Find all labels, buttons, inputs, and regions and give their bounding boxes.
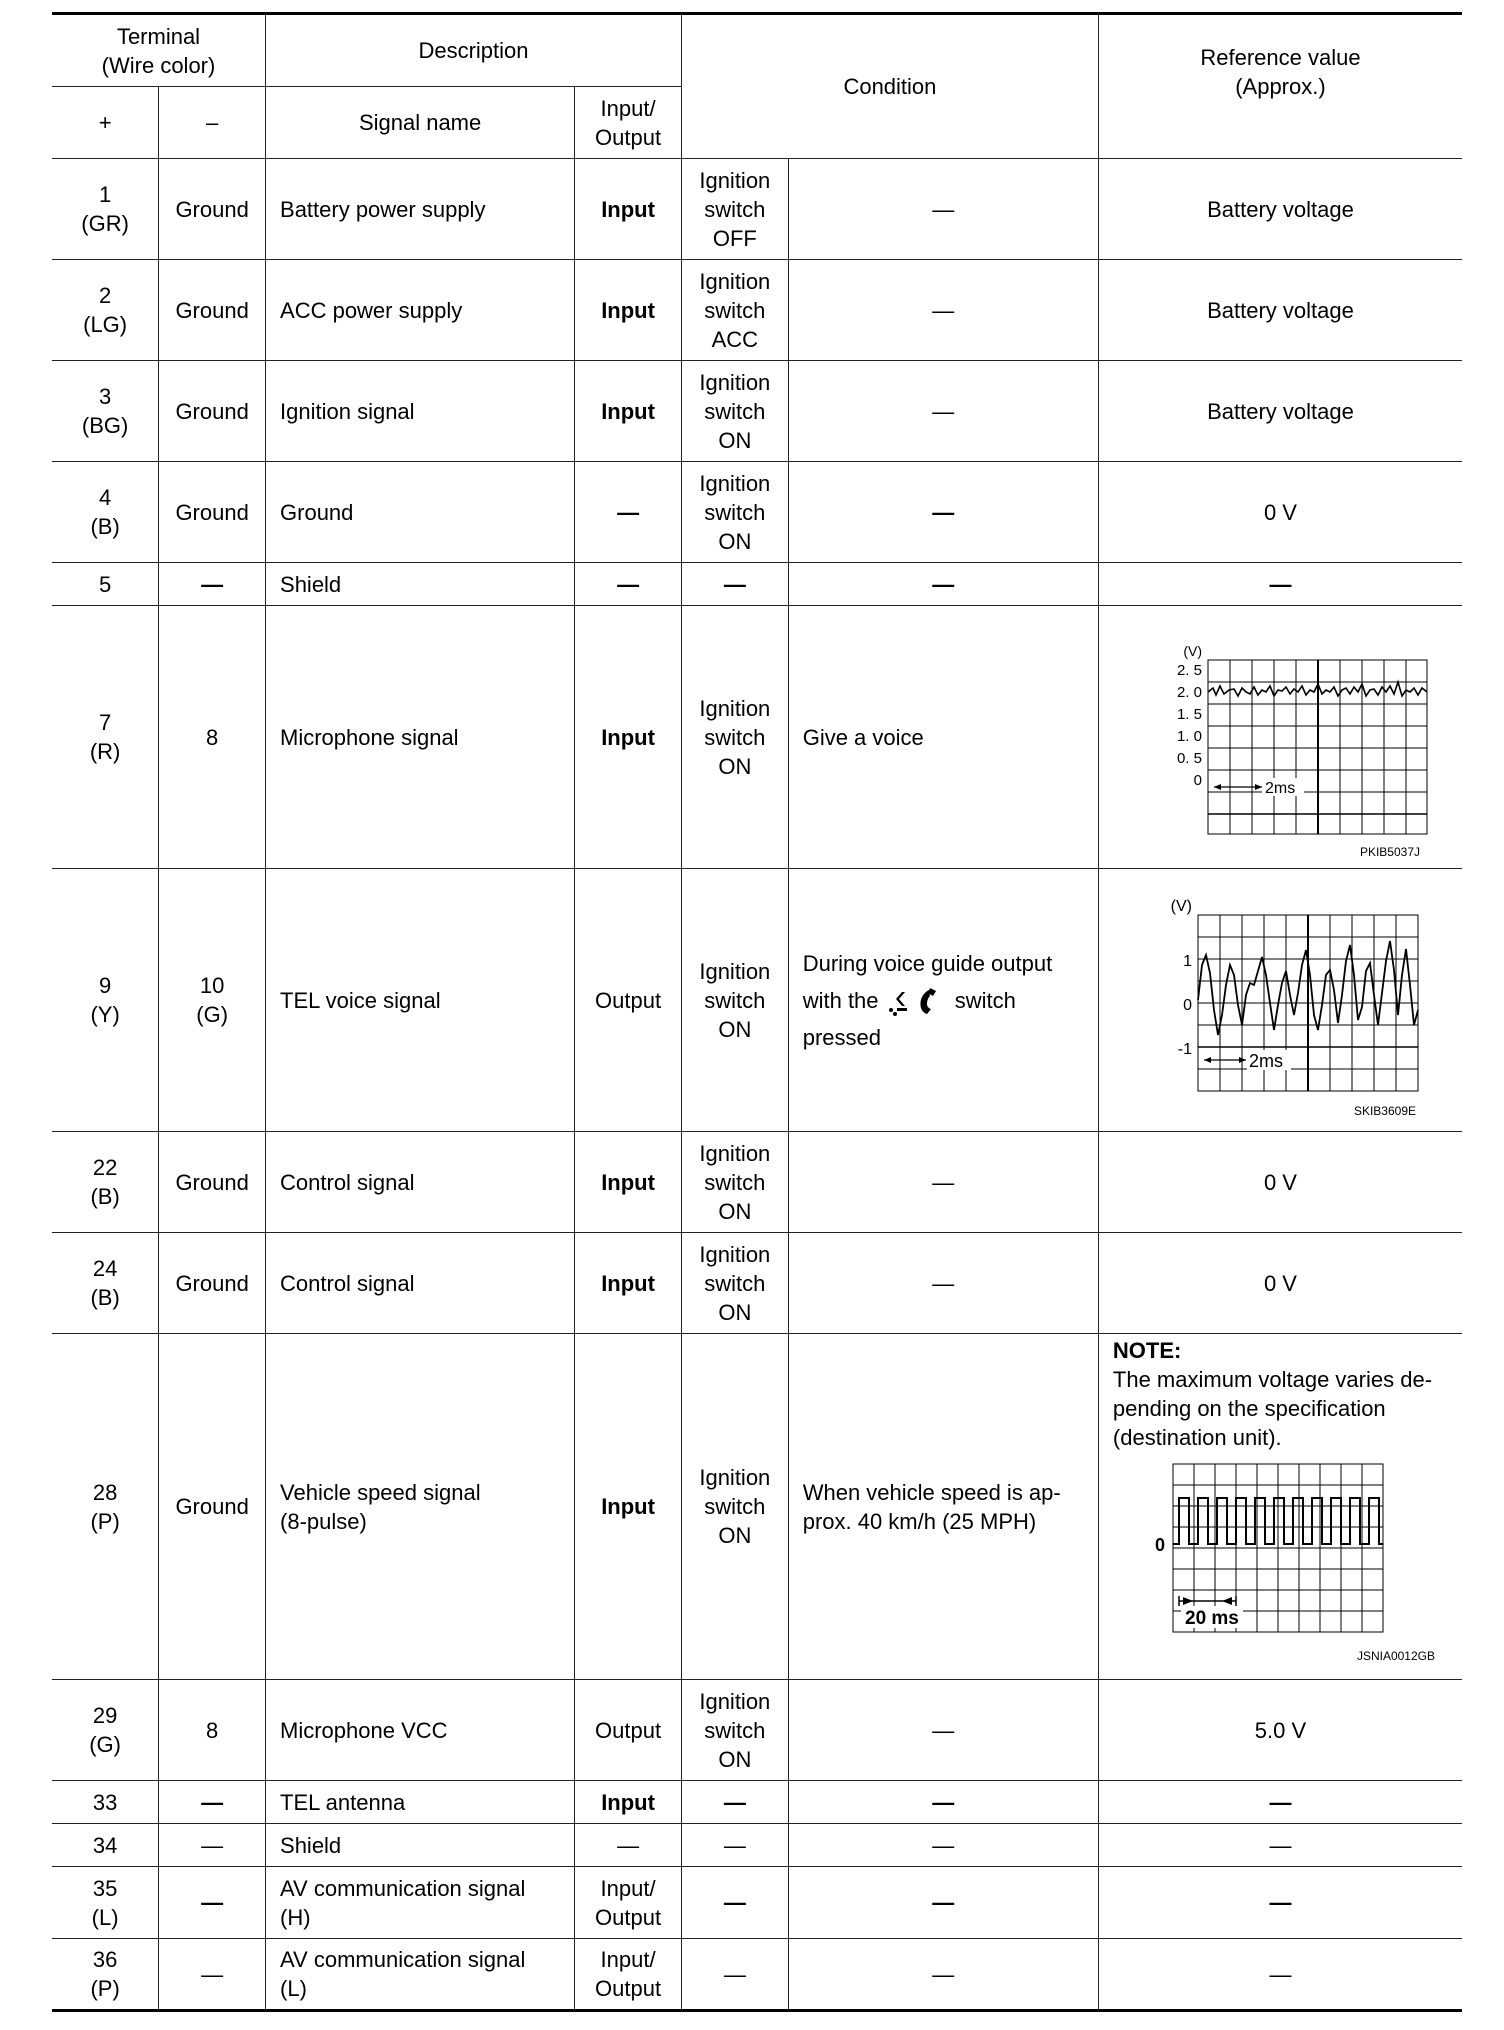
condition-switch: — (681, 563, 788, 606)
terminal-plus: 35 (L) (52, 1867, 159, 1939)
y-tick-label: 1. 0 (1177, 728, 1203, 745)
condition-detail: During voice guide output with the switch pressed (788, 869, 1098, 1132)
io-cell: Input (575, 1233, 682, 1334)
io-cell: Input (575, 606, 682, 869)
condition-switch: Ignition switch OFF (681, 159, 788, 260)
signal-name: Vehicle speed signal (8-pulse) (266, 1334, 575, 1680)
header-description: Description (266, 14, 682, 87)
terminal-plus: 34 (52, 1824, 159, 1867)
reference-value: 0 V (1098, 462, 1462, 563)
reference-value: — (1098, 563, 1462, 606)
signal-name: ACC power supply (266, 260, 575, 361)
condition-detail: — (788, 361, 1098, 462)
condition-detail: — (788, 1132, 1098, 1233)
terminal-minus: Ground (159, 260, 266, 361)
condition-switch: Ignition switch ON (681, 361, 788, 462)
table-row (52, 563, 1462, 606)
signal-name: Ground (266, 462, 575, 563)
condition-detail: — (788, 1233, 1098, 1334)
tel-voice-waveform-chart (1130, 875, 1430, 1125)
voice-phone-switch-icon (885, 986, 949, 1018)
terminal-plus: 5 (52, 563, 159, 606)
table-row (52, 361, 1462, 462)
condition-detail: — (788, 1939, 1098, 2011)
io-cell: — (575, 563, 682, 606)
table-row (52, 462, 1462, 563)
reference-value: 0 V (1098, 1132, 1462, 1233)
time-scale-label: 2ms (1249, 1051, 1284, 1071)
io-cell: — (575, 1824, 682, 1867)
vehicle-speed-pulse-chart (1113, 1456, 1443, 1666)
figure-code: JSNIA0012GB (1356, 1649, 1435, 1663)
table-row (52, 1132, 1462, 1233)
figure-code: PKIB5037J (1360, 845, 1421, 859)
time-scale-label: 20 ms (1184, 1608, 1239, 1629)
reference-value: — (1098, 1939, 1462, 2011)
terminal-minus: — (159, 1939, 266, 2011)
y-tick-label: 2. 0 (1177, 684, 1203, 701)
condition-detail: When vehicle speed is ap- prox. 40 km/h (25 MPH) (788, 1334, 1098, 1680)
table-row (52, 606, 1462, 869)
terminal-minus: — (159, 1867, 266, 1939)
condition-switch: Ignition switch ON (681, 869, 788, 1132)
io-cell: Output (575, 1680, 682, 1781)
condition-detail: — (788, 462, 1098, 563)
io-cell: Input (575, 159, 682, 260)
table-row (52, 1233, 1462, 1334)
io-cell: Output (575, 869, 682, 1132)
signal-name: Control signal (266, 1233, 575, 1334)
signal-name: AV communication signal (H) (266, 1867, 575, 1939)
table-row (52, 1939, 1462, 2011)
table-row (52, 1867, 1462, 1939)
signal-name: Microphone signal (266, 606, 575, 869)
condition-switch: Ignition switch ON (681, 1132, 788, 1233)
condition-switch: — (681, 1781, 788, 1824)
header-plus: + (52, 87, 159, 159)
terminal-plus: 2 (LG) (52, 260, 159, 361)
terminal-minus: 8 (159, 1680, 266, 1781)
terminal-minus: Ground (159, 159, 266, 260)
condition-switch: Ignition switch ACC (681, 260, 788, 361)
time-scale-label: 2ms (1265, 780, 1296, 797)
y-tick-label: 0. 5 (1177, 750, 1203, 767)
header-reference: Reference value (Approx.) (1098, 14, 1462, 159)
signal-name: Microphone VCC (266, 1680, 575, 1781)
y-tick-label: 0 (1183, 997, 1193, 1014)
header-minus: – (159, 87, 266, 159)
header-signal-name: Signal name (266, 87, 575, 159)
io-cell: — (575, 462, 682, 563)
signal-name: AV communication signal (L) (266, 1939, 575, 2011)
condition-switch: Ignition switch ON (681, 1233, 788, 1334)
io-cell: Input (575, 361, 682, 462)
terminal-plus: 24 (B) (52, 1233, 159, 1334)
signal-name: Shield (266, 1824, 575, 1867)
condition-switch: — (681, 1939, 788, 2011)
terminal-minus: Ground (159, 462, 266, 563)
reference-value: — (1098, 1781, 1462, 1824)
terminal-plus: 28 (P) (52, 1334, 159, 1680)
reference-value: Battery voltage (1098, 361, 1462, 462)
table-row (52, 1680, 1462, 1781)
note-text: The maximum voltage varies de- pending on the specification (destination unit). (1112, 1367, 1433, 1450)
reference-value: Battery voltage (1098, 159, 1462, 260)
y-tick-label: 1. 5 (1177, 706, 1203, 723)
reference-waveform (1098, 869, 1462, 1132)
terminal-minus: Ground (159, 361, 266, 462)
reference-value: 5.0 V (1098, 1680, 1462, 1781)
condition-detail: — (788, 563, 1098, 606)
io-cell: Input/ Output (575, 1939, 682, 2011)
reference-value: — (1098, 1824, 1462, 1867)
condition-detail: — (788, 1781, 1098, 1824)
condition-switch: Ignition switch ON (681, 1334, 788, 1680)
condition-detail: — (788, 260, 1098, 361)
terminal-plus: 9 (Y) (52, 869, 159, 1132)
table-row (52, 1824, 1462, 1867)
condition-detail: — (788, 159, 1098, 260)
terminal-plus: 1 (GR) (52, 159, 159, 260)
condition-detail: — (788, 1680, 1098, 1781)
terminal-plus: 7 (R) (52, 606, 159, 869)
io-cell: Input (575, 1781, 682, 1824)
condition-detail: Give a voice (788, 606, 1098, 869)
terminal-minus: — (159, 1781, 266, 1824)
io-cell: Input (575, 1334, 682, 1680)
signal-name: Shield (266, 563, 575, 606)
y-tick-label: 1 (1183, 953, 1193, 970)
header-condition: Condition (681, 14, 1098, 159)
terminal-minus: Ground (159, 1334, 266, 1680)
condition-switch: Ignition switch ON (681, 462, 788, 563)
reference-value: — (1098, 1867, 1462, 1939)
header-terminal: Terminal (Wire color) (52, 14, 266, 87)
signal-name: Battery power supply (266, 159, 575, 260)
reference-note-cell (1098, 1334, 1462, 1680)
table-row (52, 159, 1462, 260)
reference-value: Battery voltage (1098, 260, 1462, 361)
condition-detail: — (788, 1867, 1098, 1939)
table-row (52, 1781, 1462, 1824)
microphone-waveform-chart (1130, 612, 1430, 862)
io-cell: Input (575, 260, 682, 361)
terminal-minus: — (159, 1824, 266, 1867)
terminal-plus: 3 (BG) (52, 361, 159, 462)
condition-switch: Ignition switch ON (681, 1680, 788, 1781)
terminal-plus: 4 (B) (52, 462, 159, 563)
condition-switch: Ignition switch ON (681, 606, 788, 869)
table-row (52, 260, 1462, 361)
terminal-plus: 33 (52, 1781, 159, 1824)
terminal-minus: Ground (159, 1233, 266, 1334)
signal-name: TEL voice signal (266, 869, 575, 1132)
reference-value: 0 V (1098, 1233, 1462, 1334)
terminal-plus: 22 (B) (52, 1132, 159, 1233)
terminal-minus: 10 (G) (159, 869, 266, 1132)
signal-name: Ignition signal (266, 361, 575, 462)
terminal-table (52, 12, 1462, 2012)
terminal-minus: 8 (159, 606, 266, 869)
terminal-minus: — (159, 563, 266, 606)
note-title: NOTE: (1112, 1338, 1182, 1363)
y-unit-label: (V) (1183, 643, 1203, 659)
terminal-minus: Ground (159, 1132, 266, 1233)
condition-detail: — (788, 1824, 1098, 1867)
y-tick-label: -1 (1178, 1041, 1193, 1058)
terminal-plus: 36 (P) (52, 1939, 159, 2011)
reference-waveform (1098, 606, 1462, 869)
header-io: Input/ Output (575, 87, 682, 159)
terminal-plus: 29 (G) (52, 1680, 159, 1781)
signal-name: TEL antenna (266, 1781, 575, 1824)
y-tick-label: 0 (1194, 772, 1203, 789)
table-row (52, 1334, 1462, 1680)
io-cell: Input/ Output (575, 1867, 682, 1939)
zero-level-label: 0 (1154, 1535, 1165, 1555)
condition-switch: — (681, 1824, 788, 1867)
io-cell: Input (575, 1132, 682, 1233)
y-tick-label: 2. 5 (1177, 662, 1203, 679)
condition-switch: — (681, 1867, 788, 1939)
y-unit-label: (V) (1171, 898, 1193, 915)
table-row (52, 869, 1462, 1132)
figure-code: SKIB3609E (1354, 1104, 1417, 1118)
signal-name: Control signal (266, 1132, 575, 1233)
